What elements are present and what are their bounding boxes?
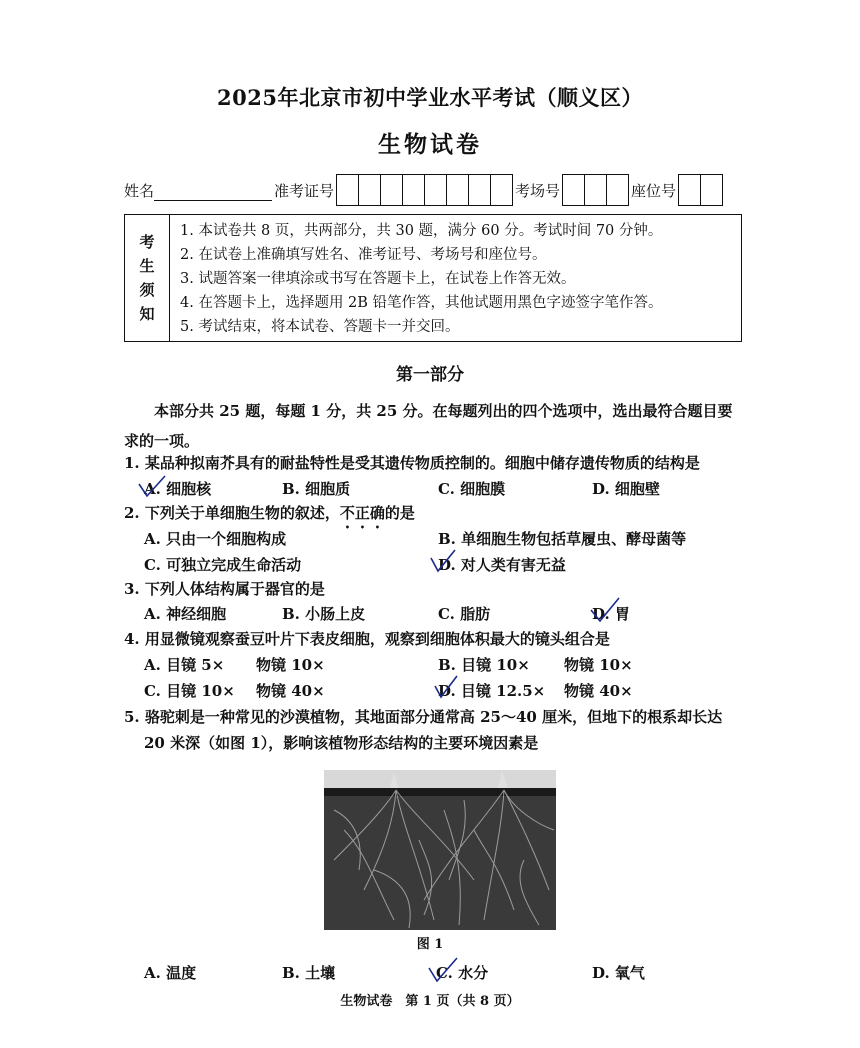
section-title: 第一部分 bbox=[396, 365, 464, 385]
q1-option-b[interactable]: B. 细胞质 bbox=[282, 480, 351, 498]
seat-boxes[interactable] bbox=[678, 174, 723, 206]
q1-option-d[interactable]: D. 细胞壁 bbox=[592, 480, 660, 498]
q5-option-b[interactable]: B. 土壤 bbox=[282, 964, 336, 982]
notice-item: 2. 在试卷上准确填写姓名、准考证号、考场号和座位号。 bbox=[180, 247, 547, 263]
q1-option-a[interactable]: A. 细胞核 bbox=[144, 480, 212, 498]
q5-option-c[interactable]: C. 水分 bbox=[436, 964, 489, 982]
q5-check-mark bbox=[426, 956, 460, 984]
q1-option-c[interactable]: C. 细胞膜 bbox=[438, 480, 506, 498]
q3-check-mark bbox=[588, 596, 622, 624]
notice-item: 3. 试题答案一律填涂或书写在答题卡上，在试卷上作答无效。 bbox=[180, 271, 576, 287]
q3-option-a[interactable]: A. 神经细胞 bbox=[144, 605, 227, 623]
section-intro: 本部分共 25 题，每题 1 分，共 25 分。在每题列出的四个选项中，选出最符合题目要求的一项。 bbox=[124, 402, 733, 450]
q2-option-c[interactable]: C. 可独立完成生命活动 bbox=[144, 556, 302, 574]
q2-option-a[interactable]: A. 只由一个细胞构成 bbox=[144, 530, 287, 548]
name-field[interactable] bbox=[154, 180, 272, 201]
exam-id-label: 准考证号 bbox=[274, 181, 335, 200]
q3-option-b[interactable]: B. 小肠上皮 bbox=[282, 605, 366, 623]
question-4-stem: 4. 用显微镜观察蚕豆叶片下表皮细胞，观察到细胞体积最大的镜头组合是 bbox=[124, 630, 610, 648]
exam-subtitle: 生物试卷 bbox=[378, 131, 482, 158]
question-2-stem: 2. 下列关于单细胞生物的叙述，不正确的是 bbox=[124, 504, 415, 522]
notice-list bbox=[170, 215, 663, 341]
q2-option-b[interactable]: B. 单细胞生物包括草履虫、酵母菌等 bbox=[438, 530, 687, 548]
q4-option-a[interactable]: A. 目镜 5× bbox=[144, 656, 225, 674]
question-1-stem: 1. 某品种拟南芥具有的耐盐特性是受其遗传物质控制的。细胞中储存遗传物质的结构是 bbox=[124, 454, 700, 472]
q4-option-b[interactable]: B. 目镜 10× bbox=[438, 656, 530, 674]
q5-option-d[interactable]: D. 氧气 bbox=[592, 964, 645, 982]
exam-id-boxes[interactable] bbox=[336, 174, 513, 206]
room-label: 考场号 bbox=[515, 181, 561, 200]
exam-notice-box bbox=[124, 214, 742, 342]
room-boxes[interactable] bbox=[562, 174, 629, 206]
question-5-stem-line2: 20 米深（如图 1），影响该植物形态结构的主要环境因素是 bbox=[144, 734, 539, 752]
q4-option-d-objective: 物镜 40× bbox=[564, 682, 633, 700]
candidate-info-row bbox=[124, 174, 725, 206]
page-footer: 生物试卷 第 1 页（共 8 页） bbox=[340, 994, 520, 1009]
notice-label: 考 生 须 知 bbox=[125, 215, 170, 341]
q1-check-mark bbox=[136, 474, 168, 498]
emphasis-text: 不正确 bbox=[339, 504, 385, 522]
notice-item: 1. 本试卷共 8 页，共两部分，共 30 题，满分 60 分。考试时间 70 分钟。 bbox=[180, 223, 663, 239]
seat-label: 座位号 bbox=[631, 181, 677, 200]
q4-option-d[interactable]: D. 目镜 12.5× bbox=[438, 682, 546, 700]
q3-option-d[interactable]: D. 胃 bbox=[592, 605, 630, 623]
q4-option-b-objective: 物镜 10× bbox=[564, 656, 633, 674]
name-label: 姓名 bbox=[124, 181, 155, 200]
q5-option-a[interactable]: A. 温度 bbox=[144, 964, 197, 982]
q4-option-c[interactable]: C. 目镜 10× bbox=[144, 682, 235, 700]
q4-option-a-objective: 物镜 10× bbox=[256, 656, 325, 674]
camel-thorn-root-figure bbox=[324, 770, 556, 930]
notice-item: 5. 考试结束，将本试卷、答题卡一并交回。 bbox=[180, 319, 460, 335]
q2-check-mark bbox=[428, 548, 458, 574]
q4-option-c-objective: 物镜 40× bbox=[256, 682, 325, 700]
question-3-stem: 3. 下列人体结构属于器官的是 bbox=[124, 580, 325, 598]
notice-item: 4. 在答题卡上，选择题用 2B 铅笔作答，其他试题用黑色字迹签字笔作答。 bbox=[180, 295, 663, 311]
exam-title: 2025年北京市初中学业水平考试（顺义区） bbox=[217, 85, 643, 110]
q2-option-d[interactable]: D. 对人类有害无益 bbox=[438, 556, 566, 574]
q4-check-mark bbox=[432, 674, 460, 700]
q3-option-c[interactable]: C. 脂肪 bbox=[438, 605, 491, 623]
question-5-stem-line1: 5. 骆驼刺是一种常见的沙漠植物，其地面部分通常高 25～40 厘米，但地下的根系却长达 bbox=[124, 708, 723, 726]
figure-caption: 图 1 bbox=[416, 937, 444, 952]
